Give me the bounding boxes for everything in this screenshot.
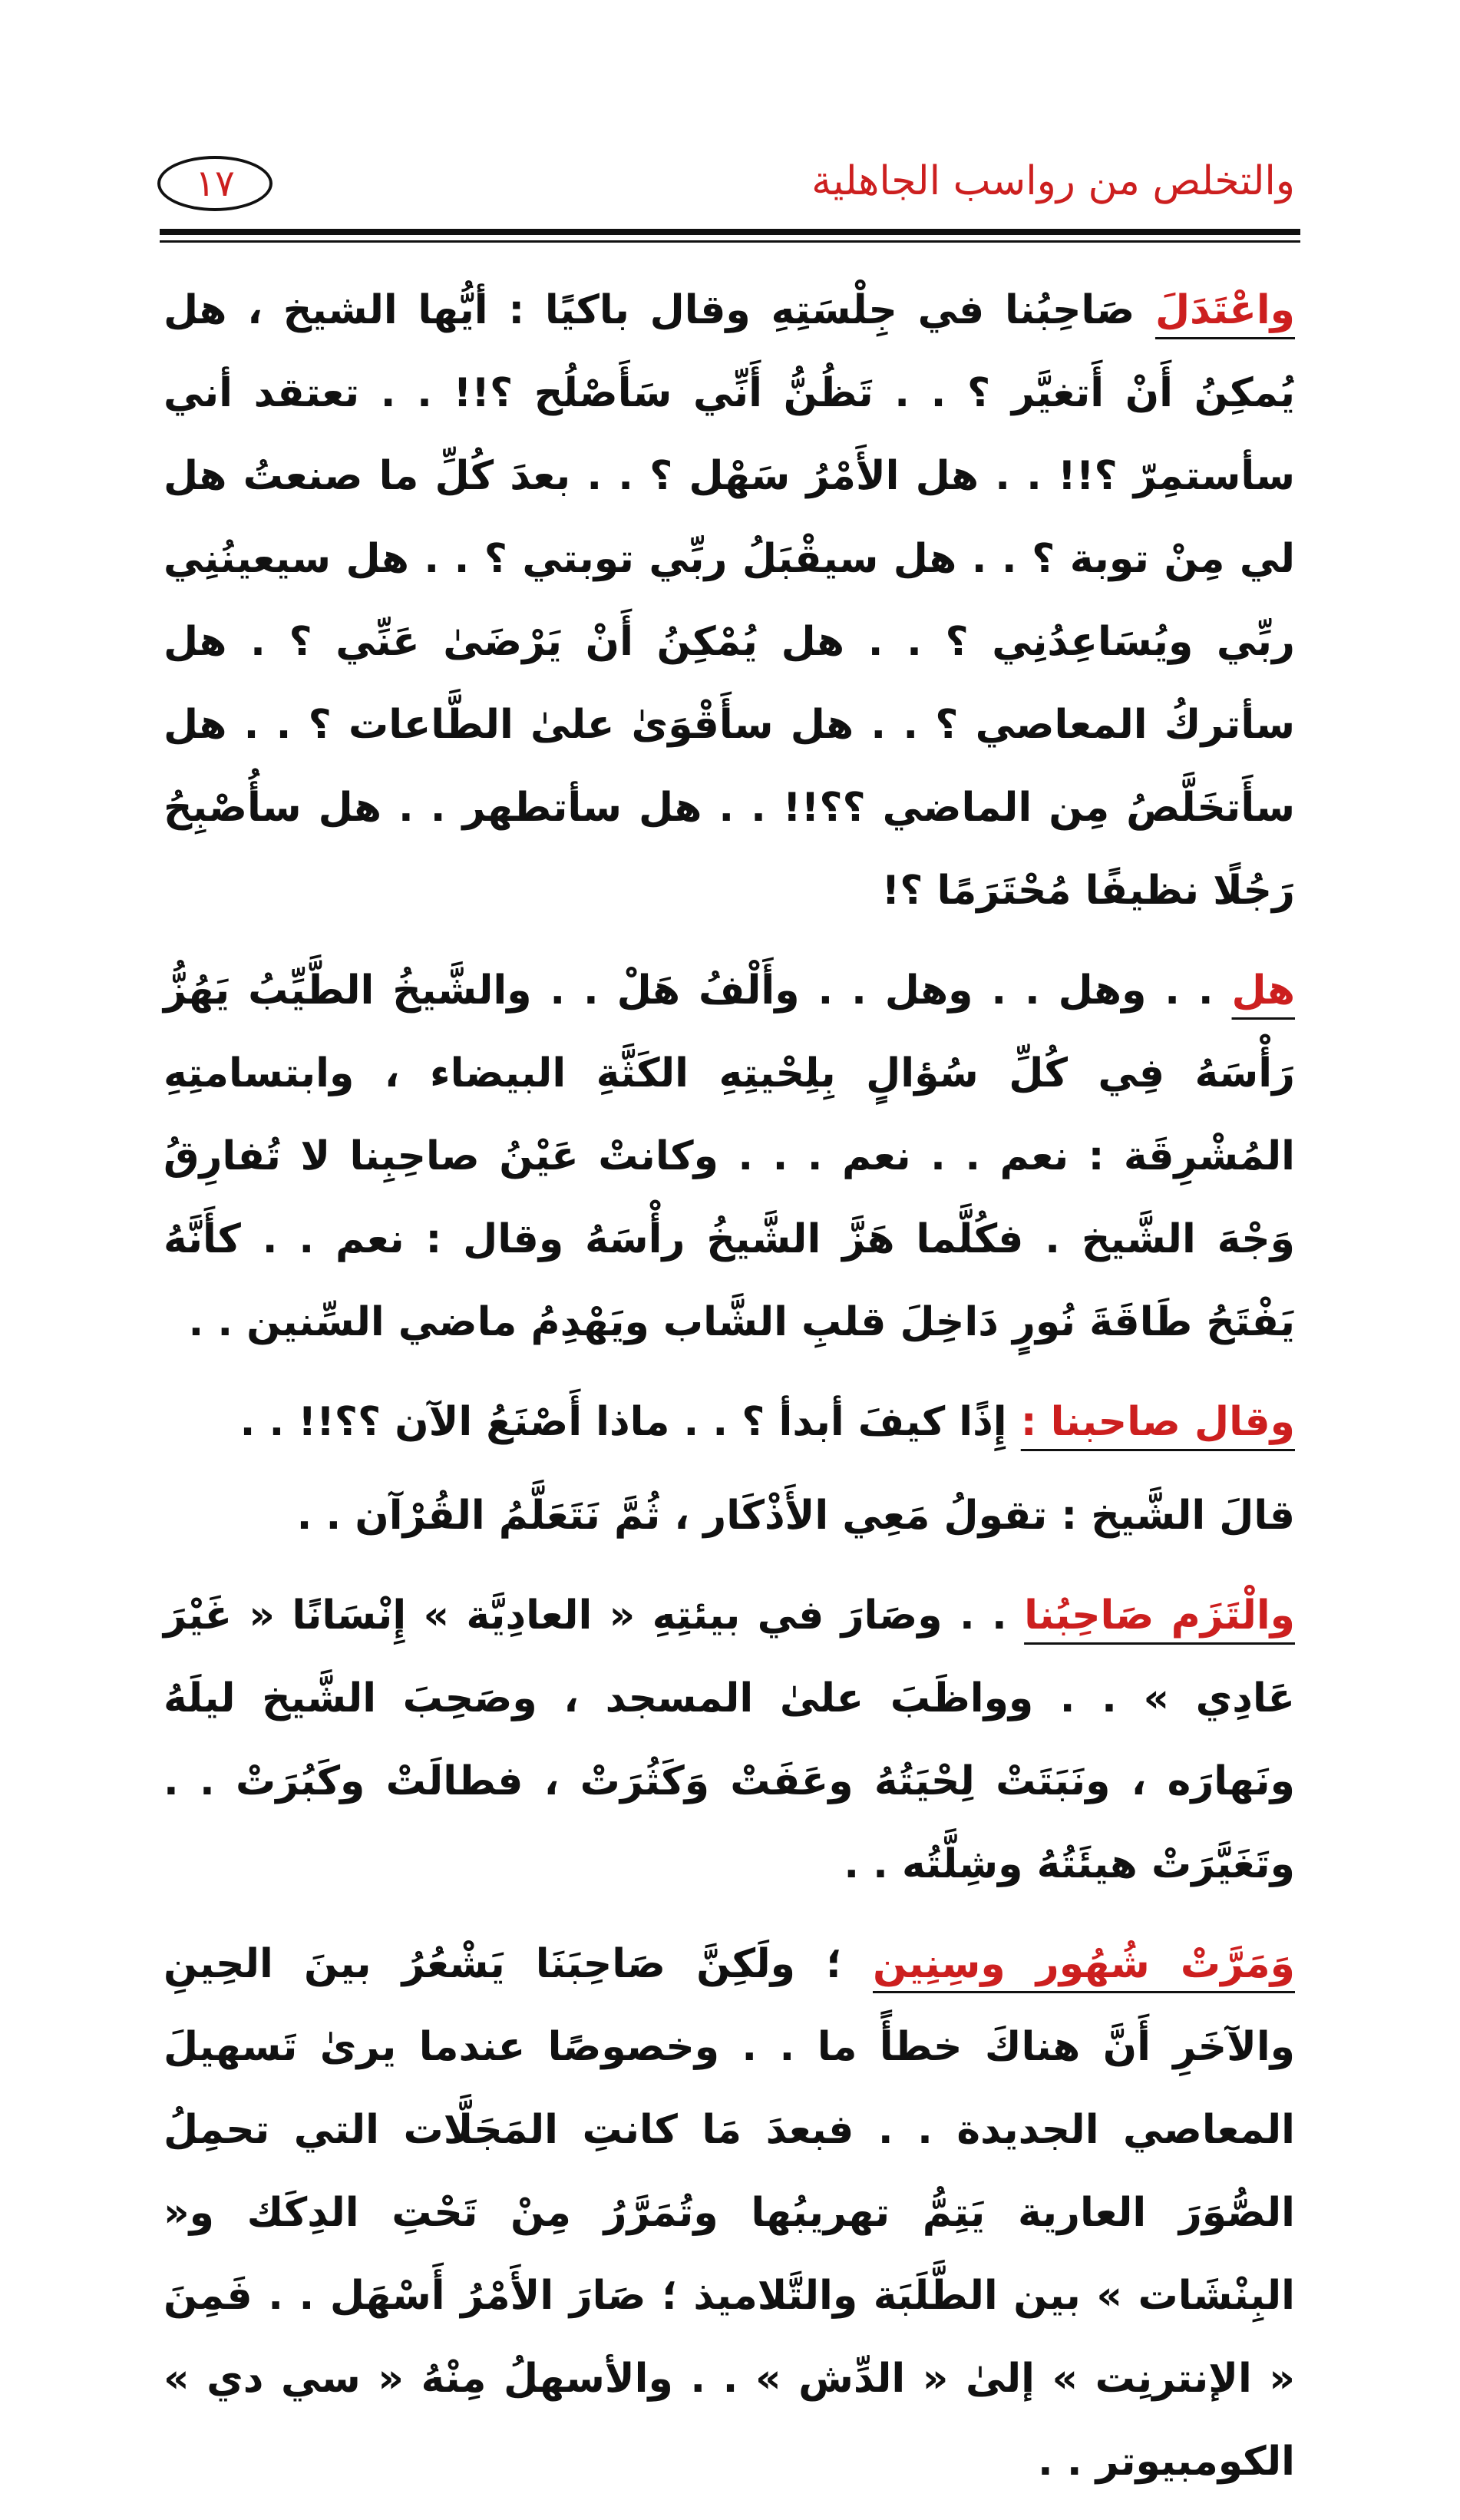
paragraph-lead: وقال صاحبنا : — [1020, 1399, 1295, 1445]
page-number: ١٧ — [195, 162, 235, 205]
paragraph-lead: هل — [1231, 967, 1295, 1014]
paragraph — [164, 1574, 1295, 1906]
paragraph-lead: وَمَرَّتْ شُهُور وسِنِين — [872, 1941, 1295, 1987]
paragraph-lead: والْتَزَم صَاحِبُنا — [1024, 1592, 1295, 1639]
running-title: والتخلص من رواسب الجاهلية — [811, 158, 1295, 204]
paragraph — [164, 1474, 1295, 1557]
paragraph-text: . . وهل . . وهل . . وأَلْفُ هَلْ . . والشَّيخُ الطَّيِّبُ يَهُزُّ رَأْسَهُ فِي كُلِّ سُؤالٍ بِلِحْيتِهِ الكَثَّةِ البيضاء ، وابتسامتِهِ المُشْرِقَة : نعم . . نعم . . . وكانتْ عَيْنُ صاحِبِنا لا تُفارِقُ وَجْهَ الشَّيخ . فكُلَّما هَزَّ الشَّيخُ رأْسَهُ وقال : نعم . . كأَنَّهُ يَفْتَحُ طَاقَةَ نُورٍ دَاخِلَ قلبِ الشَّاب ويَهْدِمُ ماضي السِّنين . . — [164, 967, 1295, 1345]
paragraph — [164, 1923, 1295, 2503]
paragraph-text: قالَ الشَّيخ : تقولُ مَعِي الأَذْكَار ، ثُمَّ نَتَعَلَّمُ القُرْآن . . — [296, 1493, 1295, 1539]
paragraph — [164, 949, 1295, 1364]
header-rule-thick — [160, 229, 1300, 235]
paragraph — [164, 1381, 1295, 1463]
page-number-badge — [157, 156, 273, 211]
paragraph-lead: واعْتَدَلَ — [1154, 287, 1295, 333]
paragraph — [164, 269, 1295, 932]
paragraph-text: صَاحِبُنا في جِلْسَتِهِ وقال باكيًا : أيُّها الشيخ ، هل يُمكِنُ أَنْ أَتغيَّر ؟ . . تَظُنُّ أَنِّي سَأَصْلُح ؟!! . . تعتقد أني سأستمِرّ ؟!! . . هل الأَمْرُ سَهْل ؟ . . بعدَ كُلِّ ما صنعتُ هل لي مِنْ توبة ؟ . . هل سيقْبَلُ ربِّي توبتي ؟ . . هل سيعينُنِي ربِّي ويُسَاعِدُنِي ؟ . . هل يُمْكِنُ أَنْ يَرْضَىٰ عَنِّي ؟ . هل سأتركُ المعاصي ؟ . . هل سأَقْوَىٰ علىٰ الطَّاعات ؟ . . هل سأَتخَلَّصُ مِن الماضي ؟؟!! . . هل سأتطهر . . هل سأُصْبِحُ رَجُلًا نظيفًا مُحْتَرَمًا ؟! — [164, 287, 1295, 914]
header-rule-thin — [160, 240, 1300, 243]
paragraph-text: ؛ ولَكِنَّ صَاحِبَنَا يَشْعُرُ بينَ الحِينِ والآخَرِ أَنَّ هناكَ خطأً ما . . وخصوصًا عندما يرىٰ تَسهيلَ المعاصي الجديدة . . فبعدَ مَا كانتِ المَجَلَّات التي تحمِلُ الصُّوَرَ العارية يَتِمُّ تهريبُها وتُمَرَّرُ مِنْ تَحْتِ الدِكَك و« البِنْشَات » بين الطَّلَبَة والتَّلاميذ ؛ صَارَ الأَمْرُ أَسْهَل . . فَمِنَ « الإنترنِت » إلىٰ « الدِّش » . . والأسهلُ مِنْهُ « سي دي » الكومبيوتر . . — [164, 1941, 1295, 2485]
body-text — [164, 269, 1295, 2520]
paragraph-text: . . وصَارَ في بيئتِهِ « العادِيَّة » إِنْسَانًا « غَيْرَ عَادِي » . . وواظَبَ علىٰ المسجد ، وصَحِبَ الشَّيخ ليلَهُ ونَهارَه ، ونَبَتَتْ لِحْيَتُهُ وعَفَتْ وَكَثُرَتْ ، فطالَتْ وكَبُرَتْ . . وتَغَيَّرَتْ هيئَتُهُ وشِلَّتُه . . — [164, 1592, 1295, 1887]
paragraph-text: إِذًا كيفَ أبدأ ؟ . . ماذا أَصْنَعُ الآن ؟؟!! . . — [239, 1399, 1021, 1445]
